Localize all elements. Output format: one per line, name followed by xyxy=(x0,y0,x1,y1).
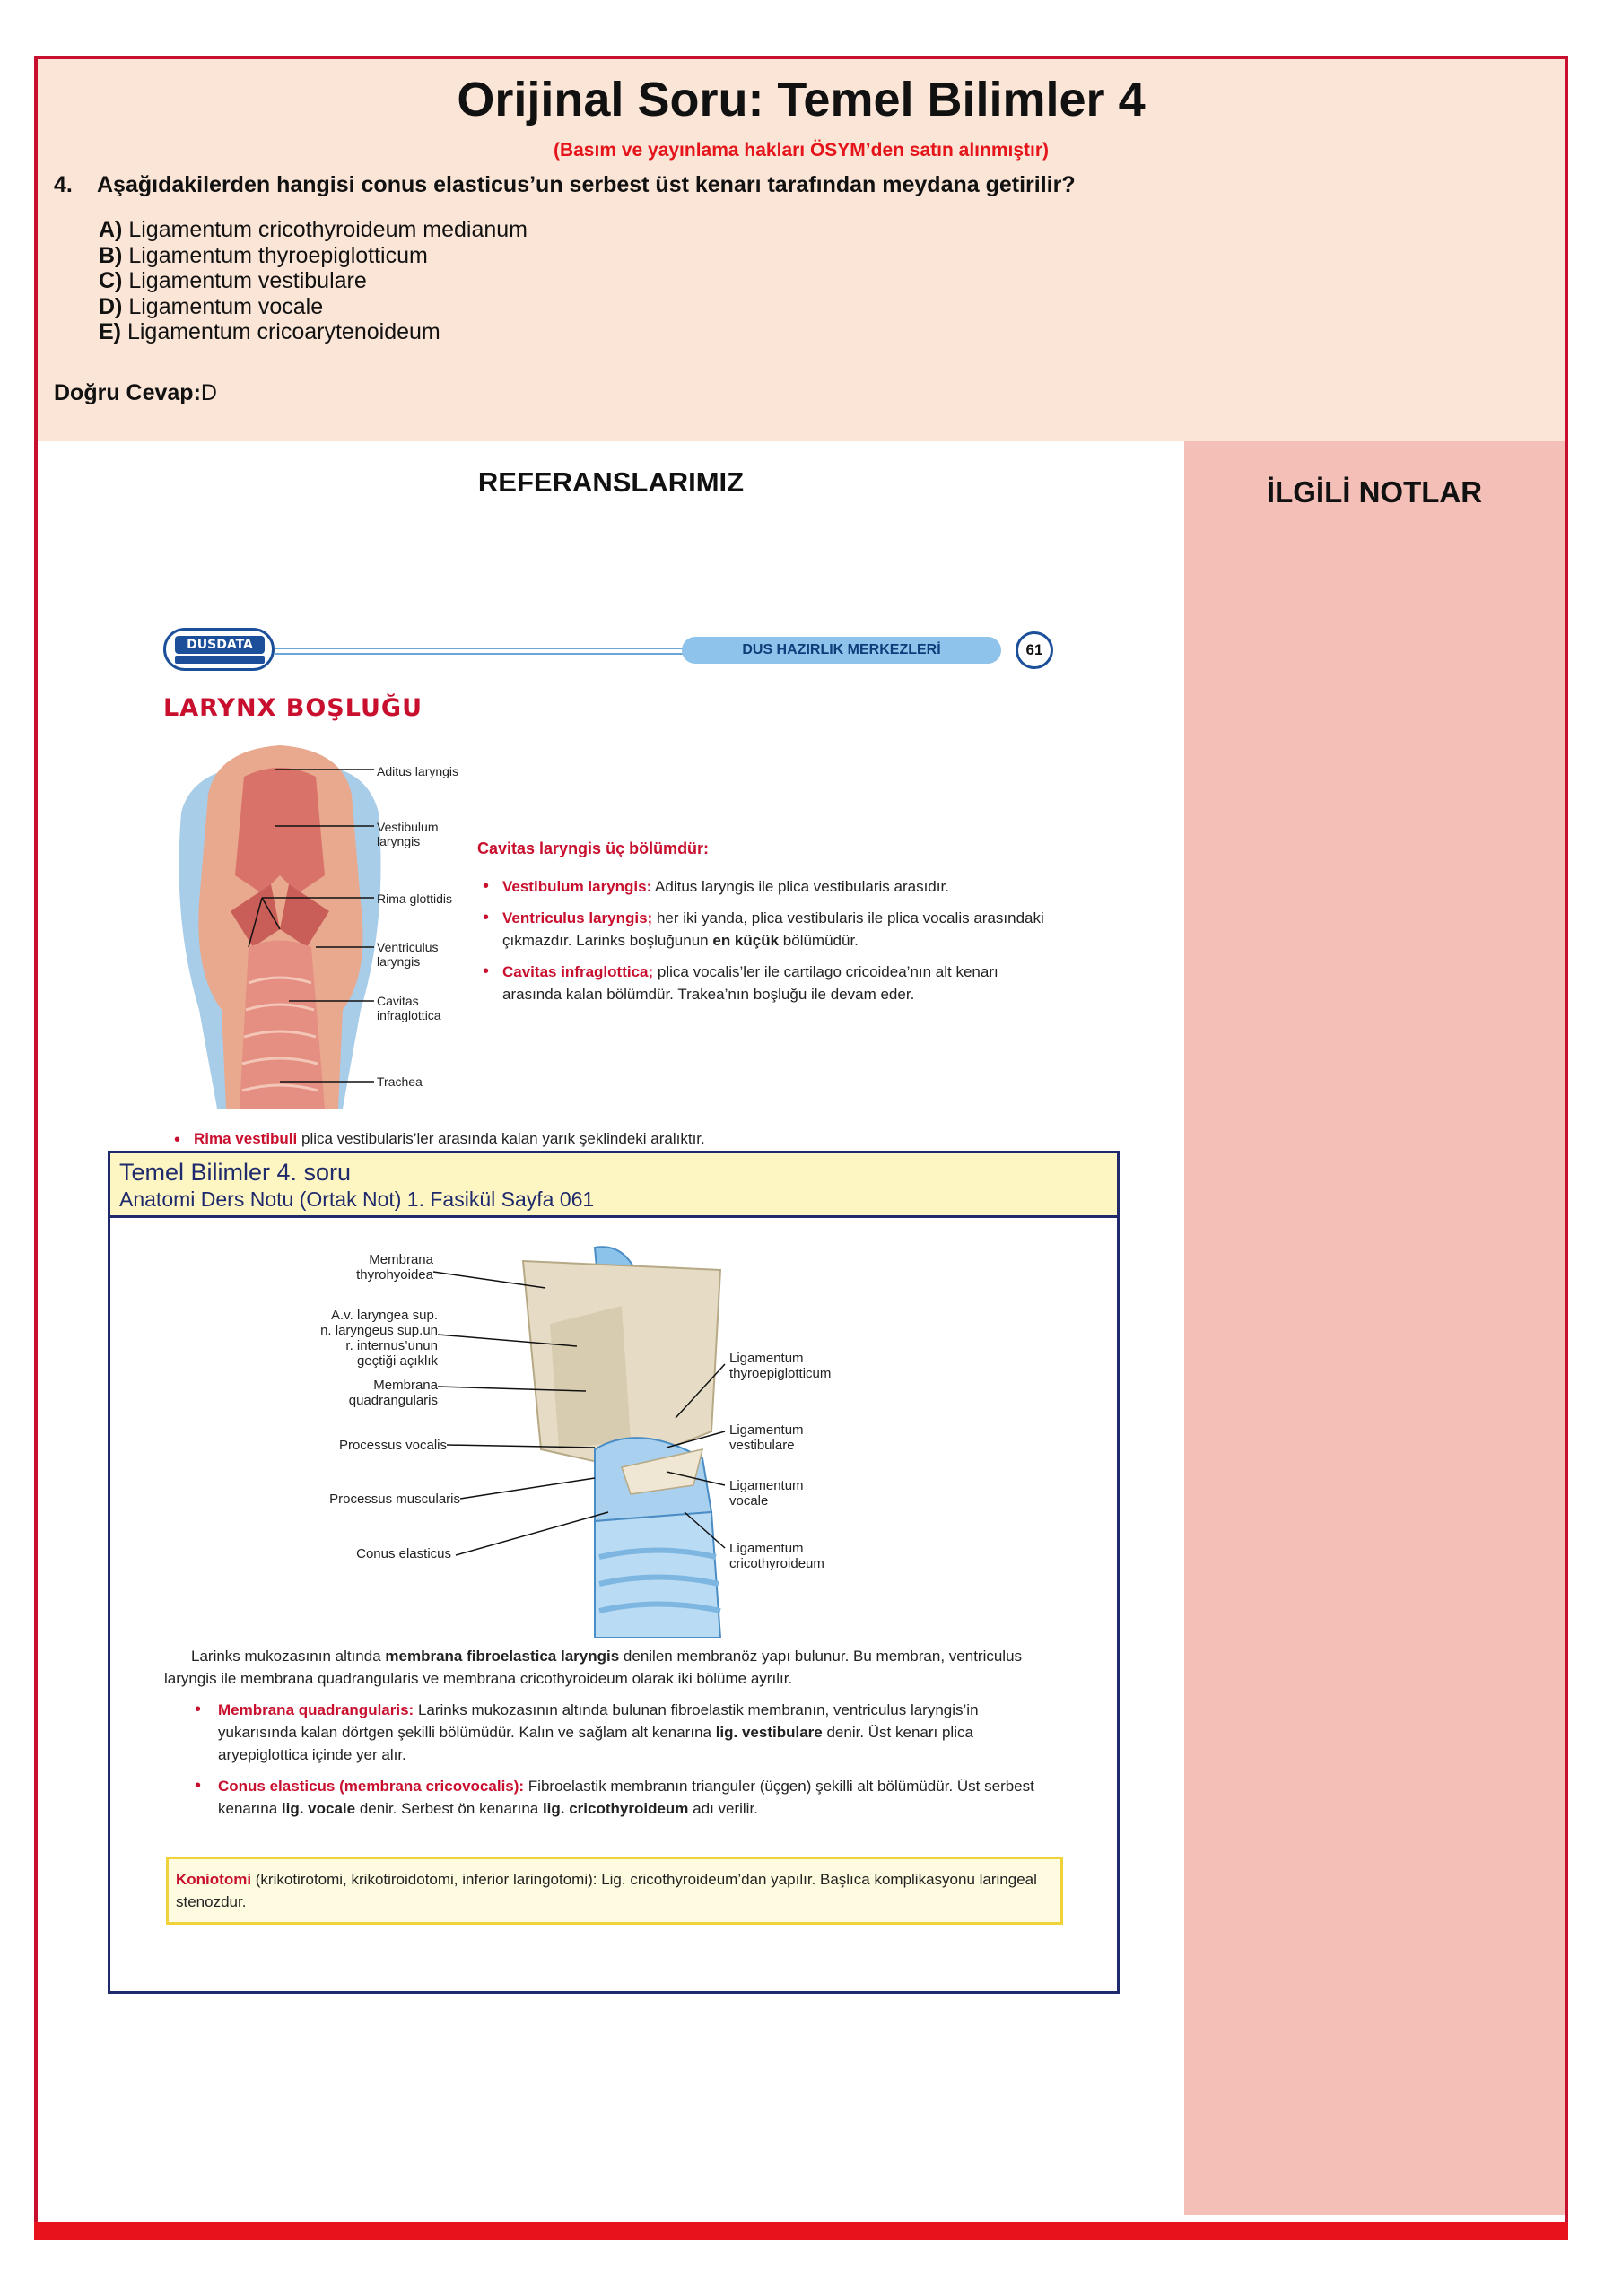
copyright-note: (Basım ve yayınlama hakları ÖSYM’den satın alınmıştır) xyxy=(553,140,1050,161)
page-title: Orijinal Soru: Temel Bilimler 4 xyxy=(457,73,1146,126)
question-number: 4. xyxy=(54,172,73,197)
larynx-illustration xyxy=(163,741,522,1109)
label-ventriculus: Ventriculus laryngis xyxy=(377,940,439,969)
question-panel xyxy=(38,59,1565,441)
koniotomi-box: Koniotomi (krikotirotomi, krikotiroidotomi, inferior laringotomi): Lig. cricothyroideum’dan yapılır. Başlıca komplikasyonu laringeal stenozdur. xyxy=(166,1857,1063,1925)
label-aditus: Aditus laryngis xyxy=(377,764,459,778)
label-lig-cricothyroideum: Ligamentum cricothyroideum xyxy=(729,1541,824,1571)
rima-vestibuli-note: • Rima vestibuli plica vestibularis’ler arasında kalan yarık şeklindeki aralıktır. xyxy=(194,1130,705,1148)
label-cavitas: Cavitas infraglottica xyxy=(377,994,441,1022)
label-membrana-thyrohyoidea: Membrana thyrohyoidea xyxy=(356,1252,433,1283)
bottom-bar xyxy=(34,2222,1568,2240)
section-title: LARYNX BOŞLUĞU xyxy=(163,694,423,722)
source-title: Temel Bilimler 4. soru xyxy=(119,1159,352,1186)
label-rima-glottidis: Rima glottidis xyxy=(377,891,453,906)
list-item: • Cavitas infraglottica; plica vocalis’ler ile cartilago cricoidea’nın alt kenarı arasında kalan bölümdür. Trakea’nın boşluğu ile devam eder. xyxy=(502,961,1050,1005)
book-header xyxy=(161,624,1068,678)
cavitas-list xyxy=(502,875,1050,1014)
source-box xyxy=(108,1151,1120,1994)
option-b: B) Ligamentum thyroepiglotticum xyxy=(99,242,428,268)
option-a: A) Ligamentum cricothyroideum medianum xyxy=(99,217,528,242)
cavitas-heading: Cavitas laryngis üç bölümdür: xyxy=(477,839,710,857)
source-subtitle: Anatomi Ders Notu (Ortak Not) 1. Fasikül Sayfa 061 xyxy=(119,1187,595,1211)
label-lig-thyroepiglotticum: Ligamentum thyroepiglotticum xyxy=(729,1351,832,1381)
references-title: REFERANSLARIMIZ xyxy=(477,466,745,498)
option-e: E) Ligamentum cricoarytenoideum xyxy=(99,319,440,344)
membrana-paragraph: Larinks mukozasının altında membrana fibroelastica laryngis denilen membranöz yapı bulunur. Bu membran, ventriculus laryngis ile membrana quadrangularis ve membrana cricothyroideum olarak iki bölüme ayrılır. xyxy=(164,1648,1023,1687)
label-vestibulum: Vestibulum laryngis xyxy=(377,820,439,848)
page-number: 61 xyxy=(1016,631,1053,669)
label-processus-muscularis: Processus muscularis xyxy=(329,1492,460,1507)
question-text xyxy=(54,172,1076,198)
notes-title: İLGİLİ NOTLAR xyxy=(1266,475,1483,509)
list-item: • Conus elasticus (membrana cricovocalis): Fibroelastik membranın trianguler (üçgen) şekilli alt bölümüdür. Üst serbest kenarına lig. vocale denir. Serbest ön kenarına lig. cricothyroideum adı verilir. xyxy=(218,1775,1061,1820)
label-lig-vocale: Ligamentum vocale xyxy=(729,1478,804,1509)
label-trachea: Trachea xyxy=(377,1074,423,1089)
option-c: C) Ligamentum vestibulare xyxy=(99,268,367,293)
label-membrana-quadrangularis: Membrana quadrangularis xyxy=(348,1378,438,1408)
list-item: • Vestibulum laryngis: Aditus laryngis ile plica vestibularis arasıdır. xyxy=(502,875,1050,898)
dusdata-logo: DUSDATA xyxy=(163,628,275,671)
label-conus-elasticus: Conus elasticus xyxy=(356,1546,451,1561)
label-av-laryngea: A.v. laryngea sup. n. laryngeus sup.un r. internus’unun geçtiği açıklık xyxy=(320,1308,438,1369)
option-d: D) Ligamentum vocale xyxy=(99,293,324,319)
list-item: • Membrana quadrangularis: Larinks mukozasının altında bulunan fibroelastik membranın, ventriculus laryngis’in yukarısında kalan dörtgen şekilli bölümüdür. Kalın ve sağlam alt kenarına lig. vestibulare denir. Üst kenarı plica aryepiglottica içinde yer alır. xyxy=(218,1699,1061,1766)
answer-options xyxy=(99,217,528,345)
larynx-cavity-figure xyxy=(163,741,522,1109)
label-lig-vestibulare: Ligamentum vestibulare xyxy=(729,1422,804,1453)
label-processus-vocalis: Processus vocalis xyxy=(338,1438,447,1453)
question-stem: Aşağıdakilerden hangisi conus elasticus’un serbest üst kenarı tarafından meydana getirilir? xyxy=(97,172,1076,197)
larynx-ligaments-figure xyxy=(320,1243,954,1638)
source-box-header xyxy=(110,1153,1117,1218)
notes-panel xyxy=(1184,441,1565,2215)
list-item: • Ventriculus laryngis; her iki yanda, plica vestibularis ile plica vocalis arasındaki çıkmazdır. Larinks boşluğunun en küçük bölümüdür. xyxy=(502,907,1050,952)
header-label: DUS HAZIRLIK MERKEZLERİ xyxy=(682,637,1001,664)
membrana-list xyxy=(218,1699,1061,1829)
correct-answer: Doğru Cevap:D xyxy=(54,380,217,405)
